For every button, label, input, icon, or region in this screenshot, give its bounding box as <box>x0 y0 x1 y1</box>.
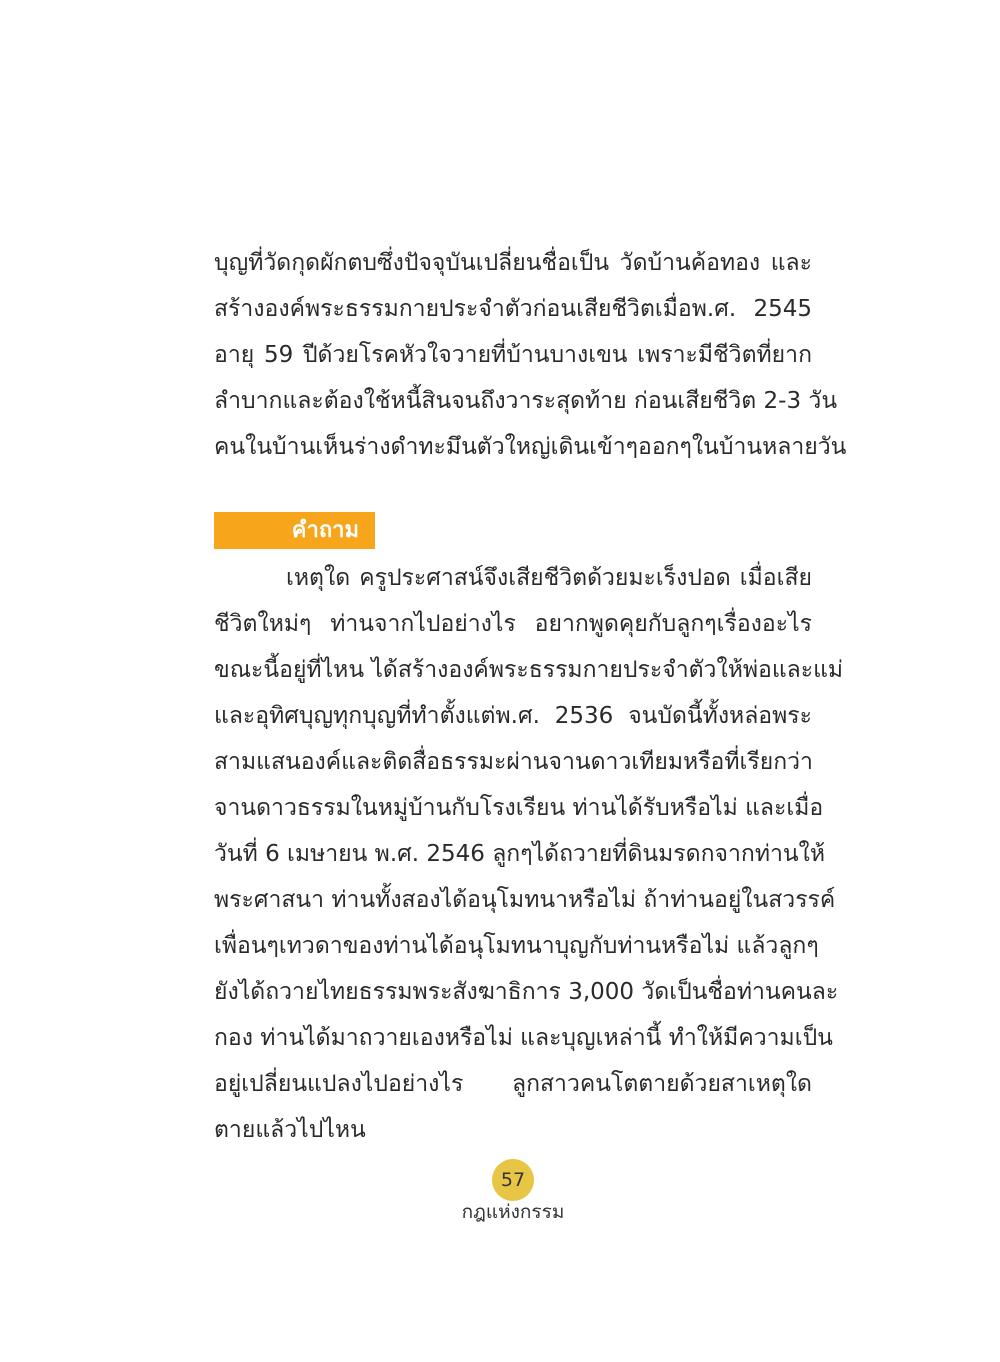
question-paragraph <box>214 555 844 1153</box>
paragraph-line: กอง ท่านได้มาถวายเองหรือไม่ และบุญเหล่านี้ ทำให้มีความเป็น <box>214 1025 833 1051</box>
paragraph-line: และอุทิศบุญทุกบุญที่ทำตั้งแต่พ.ศ. 2536 จนบัดนี้ทั้งหล่อพระ <box>214 703 812 729</box>
paragraph-line: บุญที่วัดกุดผักตบซึ่งปัจจุบันเปลี่ยนชื่อเป็น วัดบ้านค้อทอง และ <box>214 250 812 276</box>
page-number-badge: 57 <box>492 1159 534 1201</box>
paragraph-line: สร้างองค์พระธรรมกายประจำตัวก่อนเสียชีวิตเมื่อพ.ศ. 2545 <box>214 296 812 322</box>
paragraph-line: วันที่ 6 เมษายน พ.ศ. 2546 ลูกๆได้ถวายที่ดินมรดกจากท่านให้ <box>214 841 826 867</box>
question-heading-label: คำถาม <box>214 512 375 549</box>
paragraph-line: ลำบากและต้องใช้หนี้สินจนถึงวาระสุดท้าย ก่อนเสียชีวิต 2-3 วัน <box>214 388 838 414</box>
paragraph-line: อยู่เปลี่ยนแปลงไปอย่างไร ลูกสาวคนโตตายด้วยสาเหตุใด <box>214 1071 812 1097</box>
paragraph-line: พระศาสนา ท่านทั้งสองได้อนุโมทนาหรือไม่ ถ้าท่านอยู่ในสวรรค์ <box>214 887 836 913</box>
book-title-footer: กฎแห่งกรรม <box>461 1201 565 1223</box>
paragraph-line: สามแสนองค์และติดสื่อธรรมะผ่านจานดาวเทียมหรือที่เรียกว่า <box>214 749 813 775</box>
paragraph-line: คนในบ้านเห็นร่างดำทะมึนตัวใหญ่เดินเข้าๆออกๆในบ้านหลายวัน <box>214 434 847 460</box>
paragraph-line: ตายแล้วไปไหน <box>214 1117 366 1143</box>
paragraph-line: จานดาวธรรมในหมู่บ้านกับโรงเรียน ท่านได้รับหรือไม่ และเมื่อ <box>214 795 824 821</box>
paragraph-line: เหตุใด ครูประศาสน์จึงเสียชีวิตด้วยมะเร็งปอด เมื่อเสีย <box>286 565 812 591</box>
paragraph-continuation <box>214 240 847 470</box>
paragraph-line: เพื่อนๆเทวดาของท่านได้อนุโมทนาบุญกับท่านหรือไม่ แล้วลูกๆ <box>214 933 819 959</box>
paragraph-line: ยังได้ถวายไทยธรรมพระสังฆาธิการ 3,000 วัดเป็นชื่อท่านคนละ <box>214 979 839 1005</box>
paragraph-line: อายุ 59 ปีด้วยโรคหัวใจวายที่บ้านบางเขน เพราะมีชีวิตที่ยาก <box>214 342 812 368</box>
paragraph-line: ขณะนี้อยู่ที่ไหน ได้สร้างองค์พระธรรมกายประจำตัวให้พ่อและแม่ <box>214 657 844 683</box>
paragraph-line: ชีวิตใหม่ๆ ท่านจากไปอย่างไร อยากพูดคุยกับลูกๆเรื่องอะไร <box>214 611 812 637</box>
